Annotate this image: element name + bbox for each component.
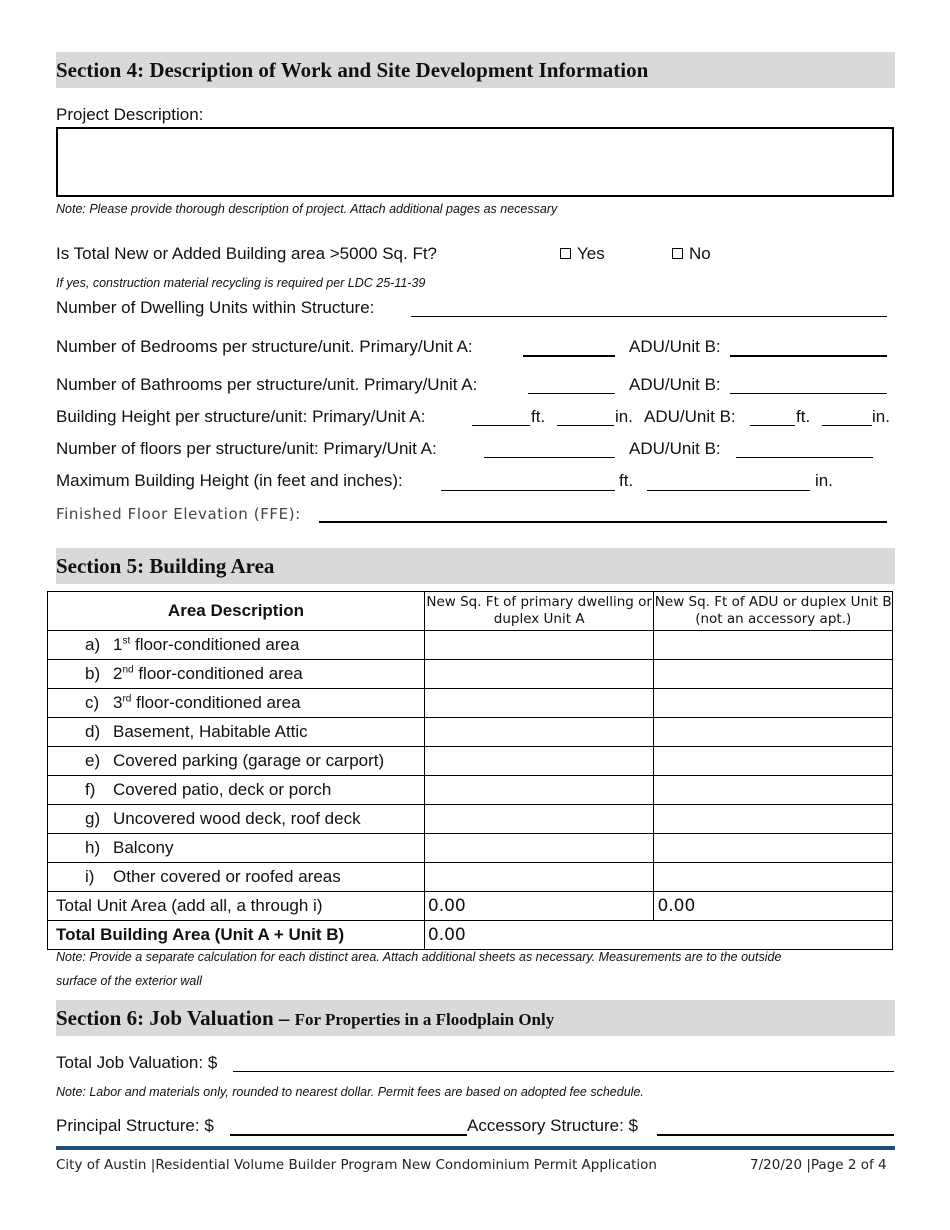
footer-right: 7/20/20 |Page 2 of 4 <box>750 1157 887 1173</box>
max-height-ft-label: ft. <box>619 471 634 490</box>
section-4-header <box>56 52 895 88</box>
height-unit-a-ft-field[interactable] <box>472 425 530 426</box>
max-height-in-field[interactable] <box>647 490 810 491</box>
table-row <box>48 631 893 660</box>
table-row <box>48 660 893 689</box>
principal-structure-field[interactable] <box>230 1134 467 1136</box>
unit-b-sqft-field[interactable] <box>654 805 893 834</box>
ffe-label: Finished Floor Elevation (FFE): <box>56 505 301 523</box>
unit-a-header: New Sq. Ft of primary dwelling or duplex Unit A <box>424 592 654 631</box>
row-ordinal: 3 <box>113 693 123 712</box>
row-text: Uncovered wood deck, roof deck <box>113 809 361 828</box>
area-note-line2: surface of the exterior wall <box>56 974 202 988</box>
no-option[interactable] <box>672 244 711 264</box>
row-letter: b) <box>85 664 101 683</box>
total-valuation-field[interactable] <box>233 1071 894 1072</box>
total-unit-area-label: Total Unit Area (add all, a through i) <box>48 892 425 921</box>
total-unit-b-field[interactable]: 0.00 <box>654 892 893 921</box>
row-text: Covered parking (garage or carport) <box>113 751 385 770</box>
yes-label: Yes <box>577 244 605 263</box>
height-unit-a-ft-label: ft. <box>531 407 546 426</box>
project-description-label: Project Description: <box>56 105 204 124</box>
dwelling-units-label: Number of Dwelling Units within Structure: <box>56 298 375 317</box>
table-row <box>48 863 893 892</box>
unit-a-sqft-field[interactable] <box>424 631 654 660</box>
row-text: floor-conditioned area <box>130 635 300 654</box>
total-valuation-label: Total Job Valuation: $ <box>56 1053 218 1072</box>
unit-b-sqft-field[interactable] <box>654 631 893 660</box>
unit-a-sqft-field[interactable] <box>424 660 654 689</box>
row-text: floor-conditioned area <box>133 664 303 683</box>
row-text: Other covered or roofed areas <box>113 867 341 886</box>
area-row-label <box>48 689 425 718</box>
section-6-title: Section 6: Job Valuation <box>56 1006 274 1030</box>
height-unit-a-in-label: in. <box>615 407 633 426</box>
height-label: Building Height per structure/unit: Primary/Unit A: <box>56 407 426 426</box>
row-letter: c) <box>85 693 100 712</box>
yes-option[interactable] <box>560 244 605 264</box>
row-letter: i) <box>85 867 95 886</box>
table-row <box>48 805 893 834</box>
height-unit-b-in-field[interactable] <box>822 425 872 426</box>
height-unit-b-ft-label: ft. <box>796 407 811 426</box>
row-letter: e) <box>85 751 101 770</box>
row-ordinal-suffix: nd <box>122 664 134 676</box>
accessory-structure-field[interactable] <box>657 1134 894 1136</box>
yes-checkbox[interactable] <box>560 248 571 259</box>
recycling-note: If yes, construction material recycling is required per LDC 25-11-39 <box>56 276 426 290</box>
bathrooms-unit-b-field[interactable] <box>730 393 887 394</box>
bedrooms-unit-a-field[interactable] <box>523 355 615 357</box>
principal-structure-label: Principal Structure: $ <box>56 1116 214 1135</box>
row-letter: a) <box>85 635 101 654</box>
unit-b-sqft-field[interactable] <box>654 747 893 776</box>
section-5-title: Section 5: Building Area <box>56 554 275 578</box>
dwelling-units-field[interactable] <box>411 316 887 317</box>
row-ordinal-suffix: st <box>122 635 131 647</box>
unit-a-sqft-field[interactable] <box>424 805 654 834</box>
row-letter: g) <box>85 809 101 828</box>
unit-a-sqft-field[interactable] <box>424 863 654 892</box>
row-text: Covered patio, deck or porch <box>113 780 332 799</box>
row-ordinal: 2 <box>113 664 123 683</box>
floors-label: Number of floors per structure/unit: Primary/Unit A: <box>56 439 437 458</box>
height-adu-label: ADU/Unit B: <box>644 407 736 426</box>
building-area-table <box>47 591 893 950</box>
section-6-subtitle: For Properties in a Floodplain Only <box>294 1010 555 1029</box>
height-unit-b-ft-field[interactable] <box>750 425 795 426</box>
no-checkbox[interactable] <box>672 248 683 259</box>
area-row-label <box>48 747 425 776</box>
floors-unit-a-field[interactable] <box>484 457 615 458</box>
section-6-dash: – <box>273 1006 295 1030</box>
area-description-header: Area Description <box>48 592 425 631</box>
area-row-label <box>48 834 425 863</box>
total-building-area-field[interactable]: 0.00 <box>424 921 892 950</box>
max-height-in-label: in. <box>815 471 833 490</box>
total-unit-a-field[interactable]: 0.00 <box>424 892 654 921</box>
unit-b-sqft-field[interactable] <box>654 718 893 747</box>
height-unit-a-in-field[interactable] <box>557 425 614 426</box>
max-height-label: Maximum Building Height (in feet and inches): <box>56 471 403 490</box>
bedrooms-adu-label: ADU/Unit B: <box>629 337 721 356</box>
table-row <box>48 718 893 747</box>
unit-a-sqft-field[interactable] <box>424 747 654 776</box>
unit-a-sqft-field[interactable] <box>424 776 654 805</box>
project-description-field[interactable] <box>56 127 894 197</box>
area-row-label <box>48 660 425 689</box>
bathrooms-adu-label: ADU/Unit B: <box>629 375 721 394</box>
table-row <box>48 776 893 805</box>
unit-b-sqft-field[interactable] <box>654 863 893 892</box>
row-ordinal-suffix: rd <box>122 693 132 705</box>
no-label: No <box>689 244 711 263</box>
row-text: Balcony <box>113 838 174 857</box>
height-unit-b-in-label: in. <box>872 407 890 426</box>
total-unit-area-row <box>48 892 893 921</box>
total-building-area-row <box>48 921 893 950</box>
area-row-label <box>48 718 425 747</box>
ffe-field[interactable] <box>319 521 887 523</box>
section-6-header <box>56 1000 895 1036</box>
table-header-row <box>48 592 893 631</box>
area-row-label <box>48 631 425 660</box>
bedrooms-label: Number of Bedrooms per structure/unit. Primary/Unit A: <box>56 337 473 356</box>
unit-a-sqft-field[interactable] <box>424 689 654 718</box>
table-row <box>48 834 893 863</box>
section-5-header <box>56 548 895 584</box>
row-letter: d) <box>85 722 101 741</box>
area-note-line1: Note: Provide a separate calculation for each distinct area. Attach additional sheets as necessary. Measurements are to the outside <box>56 950 782 964</box>
footer-divider <box>56 1146 895 1150</box>
bedrooms-unit-b-field[interactable] <box>730 355 887 357</box>
bathrooms-label: Number of Bathrooms per structure/unit. Primary/Unit A: <box>56 375 478 394</box>
unit-b-sqft-field[interactable] <box>654 689 893 718</box>
table-row <box>48 747 893 776</box>
unit-a-sqft-field[interactable] <box>424 834 654 863</box>
row-letter: f) <box>85 780 96 799</box>
total-building-area-label: Total Building Area (Unit A + Unit B) <box>48 921 425 950</box>
area-row-label <box>48 776 425 805</box>
accessory-structure-label: Accessory Structure: $ <box>467 1116 639 1135</box>
unit-b-header: New Sq. Ft of ADU or duplex Unit B (not an accessory apt.) <box>654 592 893 631</box>
floors-unit-b-field[interactable] <box>736 457 873 458</box>
footer-left: City of Austin |Residential Volume Builder Program New Condominium Permit Application <box>56 1157 657 1173</box>
row-text: Basement, Habitable Attic <box>113 722 308 741</box>
valuation-note: Note: Labor and materials only, rounded to nearest dollar. Permit fees are based on adopted fee schedule. <box>56 1085 644 1099</box>
section-4-title: Section 4: Description of Work and Site Development Information <box>56 58 649 82</box>
bathrooms-unit-a-field[interactable] <box>528 393 615 394</box>
unit-b-sqft-field[interactable] <box>654 660 893 689</box>
max-height-ft-field[interactable] <box>441 490 615 491</box>
area-row-label <box>48 805 425 834</box>
area-question: Is Total New or Added Building area >5000 Sq. Ft? <box>56 244 438 263</box>
project-note: Note: Please provide thorough description of project. Attach additional pages as necessary <box>56 202 558 216</box>
table-row <box>48 689 893 718</box>
row-letter: h) <box>85 838 101 857</box>
row-ordinal: 1 <box>113 635 123 654</box>
area-row-label <box>48 863 425 892</box>
floors-adu-label: ADU/Unit B: <box>629 439 721 458</box>
unit-b-sqft-field[interactable] <box>654 776 893 805</box>
unit-a-sqft-field[interactable] <box>424 718 654 747</box>
row-text: floor-conditioned area <box>131 693 301 712</box>
unit-b-sqft-field[interactable] <box>654 834 893 863</box>
